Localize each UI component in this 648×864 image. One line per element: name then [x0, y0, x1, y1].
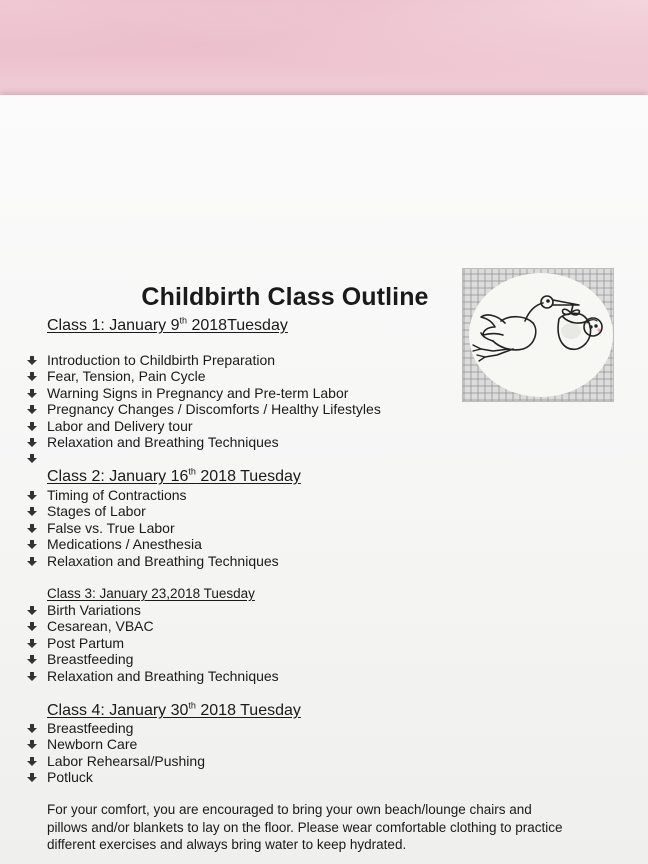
class-3-heading — [47, 586, 255, 601]
topic-text: Potluck — [47, 769, 93, 786]
class-2-heading — [47, 468, 301, 486]
topic-text: Birth Variations — [47, 602, 141, 618]
arrow-down-bullet-icon — [27, 757, 37, 766]
arrow-down-bullet-icon — [27, 422, 37, 431]
topic-text: Medications / Anesthesia — [47, 536, 202, 553]
list-item — [27, 352, 381, 368]
class-1-topic-list — [27, 352, 381, 467]
class-3-topic-list — [27, 602, 279, 684]
topic-text: Cesarean, VBAC — [47, 618, 154, 635]
topic-text: Pregnancy Changes / Discomforts / Healthy Lifestyles — [47, 401, 381, 418]
list-item — [27, 720, 205, 736]
arrow-down-bullet-icon — [27, 740, 37, 749]
class-2-heading-sup: th — [188, 466, 196, 477]
topic-text: Relaxation and Breathing Techniques — [47, 433, 279, 450]
arrow-down-bullet-icon — [27, 606, 37, 615]
topic-text: Timing of Contractions — [47, 487, 187, 503]
arrow-down-bullet-icon — [27, 405, 37, 414]
arrow-down-bullet-icon — [27, 639, 37, 648]
arrow-down-bullet-icon — [27, 454, 37, 463]
class-2-topic-list — [27, 487, 279, 569]
arrow-down-bullet-icon — [27, 672, 37, 681]
arrow-down-bullet-icon — [27, 507, 37, 516]
pink-background — [0, 0, 648, 100]
list-item — [27, 651, 279, 667]
page-title: Childbirth Class Outline — [141, 283, 429, 311]
class-1-heading-text: Class 1: January 9 — [47, 317, 180, 334]
list-item — [27, 536, 279, 552]
class-4-topic-list — [27, 720, 205, 786]
comfort-note-line: pillows and/or blankets to lay on the floor. Please wear comfortable clothing to practice — [47, 819, 563, 835]
topic-text: False vs. True Labor — [47, 519, 175, 536]
topic-text: Warning Signs in Pregnancy and Pre-term Labor — [47, 384, 349, 401]
list-item — [27, 553, 279, 569]
list-item — [27, 520, 279, 536]
class-2-heading-suffix: 2018 Tuesday — [195, 468, 301, 485]
arrow-down-bullet-icon — [27, 540, 37, 549]
arrow-down-bullet-icon — [27, 389, 37, 398]
arrow-down-bullet-icon — [27, 655, 37, 664]
topic-text: Labor and Delivery tour — [47, 417, 193, 434]
list-item — [27, 618, 279, 634]
list-item — [27, 736, 205, 752]
class-4-heading-suffix: 2018 Tuesday — [195, 702, 301, 719]
class-4-heading-text: Class 4: January 30 — [47, 702, 189, 719]
list-item — [27, 635, 279, 651]
topic-text: Breastfeeding — [47, 651, 134, 668]
comfort-note-line: different exercises and always bring water to keep hydrated. — [47, 837, 407, 852]
arrow-down-bullet-icon — [27, 524, 37, 533]
topic-text: Newborn Care — [47, 736, 138, 753]
class-1-heading-sup: th — [179, 315, 188, 326]
arrow-down-bullet-icon — [27, 438, 37, 447]
list-item — [27, 450, 381, 466]
topic-text: Breastfeeding — [47, 720, 134, 736]
list-item — [27, 503, 279, 519]
list-item — [27, 487, 279, 503]
list-item — [27, 753, 205, 769]
class-4-heading — [47, 702, 301, 720]
list-item — [27, 434, 381, 450]
class-1-heading-suffix: 2018Tuesday — [187, 317, 288, 334]
comfort-note — [47, 801, 627, 854]
class-2-heading-text: Class 2: January 16 — [47, 468, 189, 485]
class-1-heading — [47, 317, 288, 335]
comfort-note-line: For your comfort, you are encouraged to bring your own beach/lounge chairs and — [47, 802, 532, 817]
topic-text: Introduction to Childbirth Preparation — [47, 352, 276, 368]
list-item — [27, 668, 279, 684]
topic-text: Relaxation and Breathing Techniques — [47, 552, 279, 569]
topic-text: Labor Rehearsal/Pushing — [47, 752, 205, 769]
topic-text: Stages of Labor — [47, 503, 146, 520]
list-item — [27, 418, 381, 434]
topic-text: Relaxation and Breathing Techniques — [47, 667, 279, 684]
class-4-heading-sup: th — [188, 700, 196, 711]
list-item — [27, 401, 381, 417]
list-item — [27, 368, 381, 384]
arrow-down-bullet-icon — [27, 491, 37, 500]
arrow-down-bullet-icon — [27, 557, 37, 566]
arrow-down-bullet-icon — [27, 773, 37, 782]
list-item — [27, 769, 205, 785]
list-item — [27, 385, 381, 401]
arrow-down-bullet-icon — [27, 724, 37, 733]
list-item — [27, 602, 279, 618]
arrow-down-bullet-icon — [27, 622, 37, 631]
arrow-down-bullet-icon — [27, 356, 37, 365]
arrow-down-bullet-icon — [27, 372, 37, 381]
topic-text: Post Partum — [47, 634, 125, 651]
topic-text: Fear, Tension, Pain Cycle — [47, 368, 206, 385]
class-3-heading-text: Class 3: January 23,2018 Tuesday — [47, 586, 255, 601]
